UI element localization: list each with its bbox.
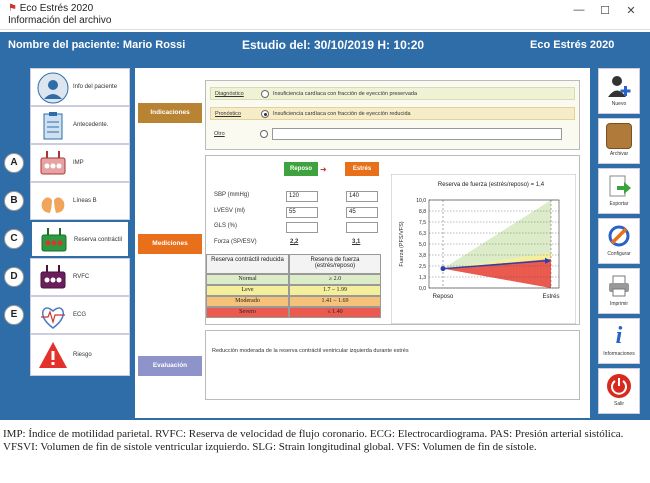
title-bar (0, 0, 650, 30)
minimize-button[interactable]: — (573, 4, 585, 16)
nav-risk[interactable] (30, 334, 130, 376)
diagnosis-key: Diagnóstico (215, 91, 244, 97)
other-radio[interactable] (260, 130, 268, 138)
rest-point (441, 266, 446, 271)
nav-label: RVFC (73, 274, 90, 280)
y-tick-label: 5,0 (419, 242, 426, 248)
force-reserve-chart (391, 174, 576, 324)
nav-patient-info[interactable] (30, 68, 130, 106)
reserve-row-range: ≥ 2.0 (289, 274, 381, 285)
exit-button[interactable] (598, 368, 640, 414)
reserve-row-name: Moderado (206, 296, 289, 307)
prognosis-radio[interactable] (261, 110, 269, 118)
wrench-icon (606, 223, 632, 249)
nav-label: ECG (73, 312, 87, 318)
app-icon: ⚑ (8, 3, 17, 14)
nav-b-lines[interactable] (30, 182, 130, 220)
other-row[interactable] (210, 128, 575, 141)
section-evaluation: Evaluación (138, 356, 202, 376)
configure-button[interactable] (598, 218, 640, 264)
figure-caption: IMP: Índice de motilidad parietal. RVFC: Reserva de velocidad de flujo coronario. ECG: Electrocardiograma. PAS: Presión arterial sistólica. VFSVI: Volumen de fin de sístole ventricular izquierdo. SLG: Strain longitudinal global. VFS: Volumen de fin de sístole. (3, 428, 624, 453)
info-button[interactable] (598, 318, 640, 364)
new-button[interactable] (598, 68, 640, 114)
measurements-panel (205, 155, 580, 325)
rest-header: Reposo (284, 162, 318, 176)
badge-c: C (4, 229, 24, 249)
badge-b: B (4, 191, 24, 211)
lvesv-label: LVESV (ml) (214, 208, 245, 214)
nav-history[interactable] (30, 106, 130, 144)
reserve-row-range: 1.7 – 1.99 (289, 285, 381, 296)
diagnosis-row[interactable] (210, 87, 575, 100)
indications-panel (205, 80, 580, 150)
y-tick-label: 8,8 (419, 209, 426, 215)
badge-a: A (4, 153, 24, 173)
section-measurements: Mediciones (138, 234, 202, 254)
reserve-row-range: ≤ 1.40 (289, 307, 381, 318)
y-tick-label: 2,5 (419, 264, 426, 270)
gls-stress-input[interactable] (346, 222, 378, 233)
force-rest-value: 2,2 (290, 239, 299, 245)
nav-contractile-reserve[interactable] (30, 220, 130, 258)
sbp-stress-input[interactable]: 140 (346, 191, 378, 202)
nav-label: Antecedente. (73, 122, 109, 128)
sbp-rest-input[interactable]: 120 (286, 191, 318, 202)
y-tick-label: 0,0 (419, 286, 426, 292)
force-stress-value: 3,1 (352, 239, 361, 245)
section-indications: Indicaciones (138, 103, 202, 123)
right-nav-label: Configurar (607, 251, 631, 257)
close-button[interactable]: ✕ (626, 5, 636, 17)
y-tick-label: 1,3 (419, 275, 426, 281)
y-tick-label: 3,8 (419, 253, 426, 259)
warning-icon (37, 339, 69, 371)
gls-label: GLS (%) (214, 223, 238, 229)
chart-title: Reserva de fuerza (estrés/reposo) = 1,4 (437, 182, 545, 188)
lvesv-rest-input[interactable]: 55 (286, 207, 318, 218)
reserve-header-left: Reserva contráctil reducida (206, 254, 289, 274)
header-bar (0, 32, 650, 60)
print-button[interactable] (598, 268, 640, 314)
y-axis-label: Fuerza (PFS/VFS) (399, 221, 405, 267)
contractile-reserve-icon (38, 225, 70, 257)
maximize-button[interactable]: ☐ (600, 5, 610, 17)
ecg-heart-icon (37, 300, 69, 332)
nav-imp[interactable] (30, 144, 130, 182)
gls-rest-input[interactable] (286, 222, 318, 233)
sbp-label: SBP (mmHg) (214, 192, 250, 198)
wall-motion-icon (37, 148, 69, 180)
right-nav-label: Exportar (609, 201, 629, 207)
reserve-row-name: Normal (206, 274, 289, 285)
reserve-row-range: 1.41 – 1.69 (289, 296, 381, 307)
nav-ecg[interactable] (30, 296, 130, 334)
stress-header: Estrés (345, 162, 379, 176)
prognosis-row[interactable] (210, 107, 575, 120)
right-nav-label: Imprimir (609, 301, 629, 307)
power-icon (606, 373, 632, 399)
x-tick-label-stress: Estrés (542, 294, 560, 300)
patient-icon (37, 72, 69, 104)
badge-e: E (4, 305, 24, 325)
clipboard-icon (37, 110, 69, 142)
nav-label: Riesgo (73, 352, 92, 358)
patient-name: Nombre del paciente: Mario Rossi (8, 39, 186, 51)
lvesv-stress-input[interactable]: 45 (346, 207, 378, 218)
nav-label: Líneas B (73, 198, 97, 204)
window-title (8, 3, 111, 27)
printer-icon (606, 273, 632, 299)
archive-button[interactable] (598, 118, 640, 164)
export-icon (606, 173, 632, 199)
reserve-rows (206, 274, 381, 318)
y-tick-label: 10,0 (416, 198, 426, 204)
prognosis-key: Pronóstico (215, 111, 241, 117)
add-user-icon (606, 73, 632, 99)
x-tick-label-rest: Reposo (432, 294, 454, 300)
diagnosis-text: Insuficiencia cardíaca con fracción de eyección preservada (273, 91, 417, 97)
app-name: Eco Estrés 2020 (530, 39, 615, 51)
badge-d: D (4, 267, 24, 287)
y-tick-label: 7,5 (419, 220, 426, 226)
evaluation-panel[interactable] (205, 330, 580, 400)
other-key: Otro (214, 131, 225, 137)
info-icon: i (615, 323, 623, 349)
reserve-header-right: Reserva de fuerza (estrés/reposo) (289, 254, 381, 274)
lungs-icon (37, 186, 69, 218)
evaluation-text: Reducción moderada de la reserva contráctil ventricular izquierda durante estrés (212, 348, 409, 354)
reserve-table (206, 254, 381, 320)
prognosis-text: Insuficiencia cardíaca con fracción de eyección reducida (273, 111, 411, 117)
window-title-line1: Eco Estrés 2020 (19, 3, 94, 14)
diagnosis-radio[interactable] (261, 90, 269, 98)
export-button[interactable] (598, 168, 640, 214)
reserve-row-name: Severo (206, 307, 289, 318)
other-text-input[interactable] (272, 128, 562, 140)
arrow-icon: ➜ (320, 165, 327, 174)
right-nav-label: Archivar (609, 151, 629, 157)
right-nav-label: Nuevo (611, 101, 627, 107)
window-title-line2: Información del archivo (8, 15, 112, 26)
archive-icon (606, 123, 632, 149)
right-nav-label: Salir (613, 401, 624, 407)
nav-rvfc[interactable] (30, 258, 130, 296)
reserve-row-name: Leve (206, 285, 289, 296)
right-nav-label: Informaciones (603, 351, 635, 357)
nav-label: IMP (73, 160, 84, 166)
nav-label: Reserva contráctil (74, 237, 123, 243)
left-navigation (0, 60, 135, 420)
coronary-flow-icon (37, 262, 69, 294)
nav-label: Info del paciente (73, 84, 118, 90)
study-date: Estudio del: 30/10/2019 H: 10:20 (242, 38, 425, 52)
force-label: Forza (SP/ESV) (214, 239, 257, 245)
y-tick-label: 6,3 (419, 231, 426, 237)
